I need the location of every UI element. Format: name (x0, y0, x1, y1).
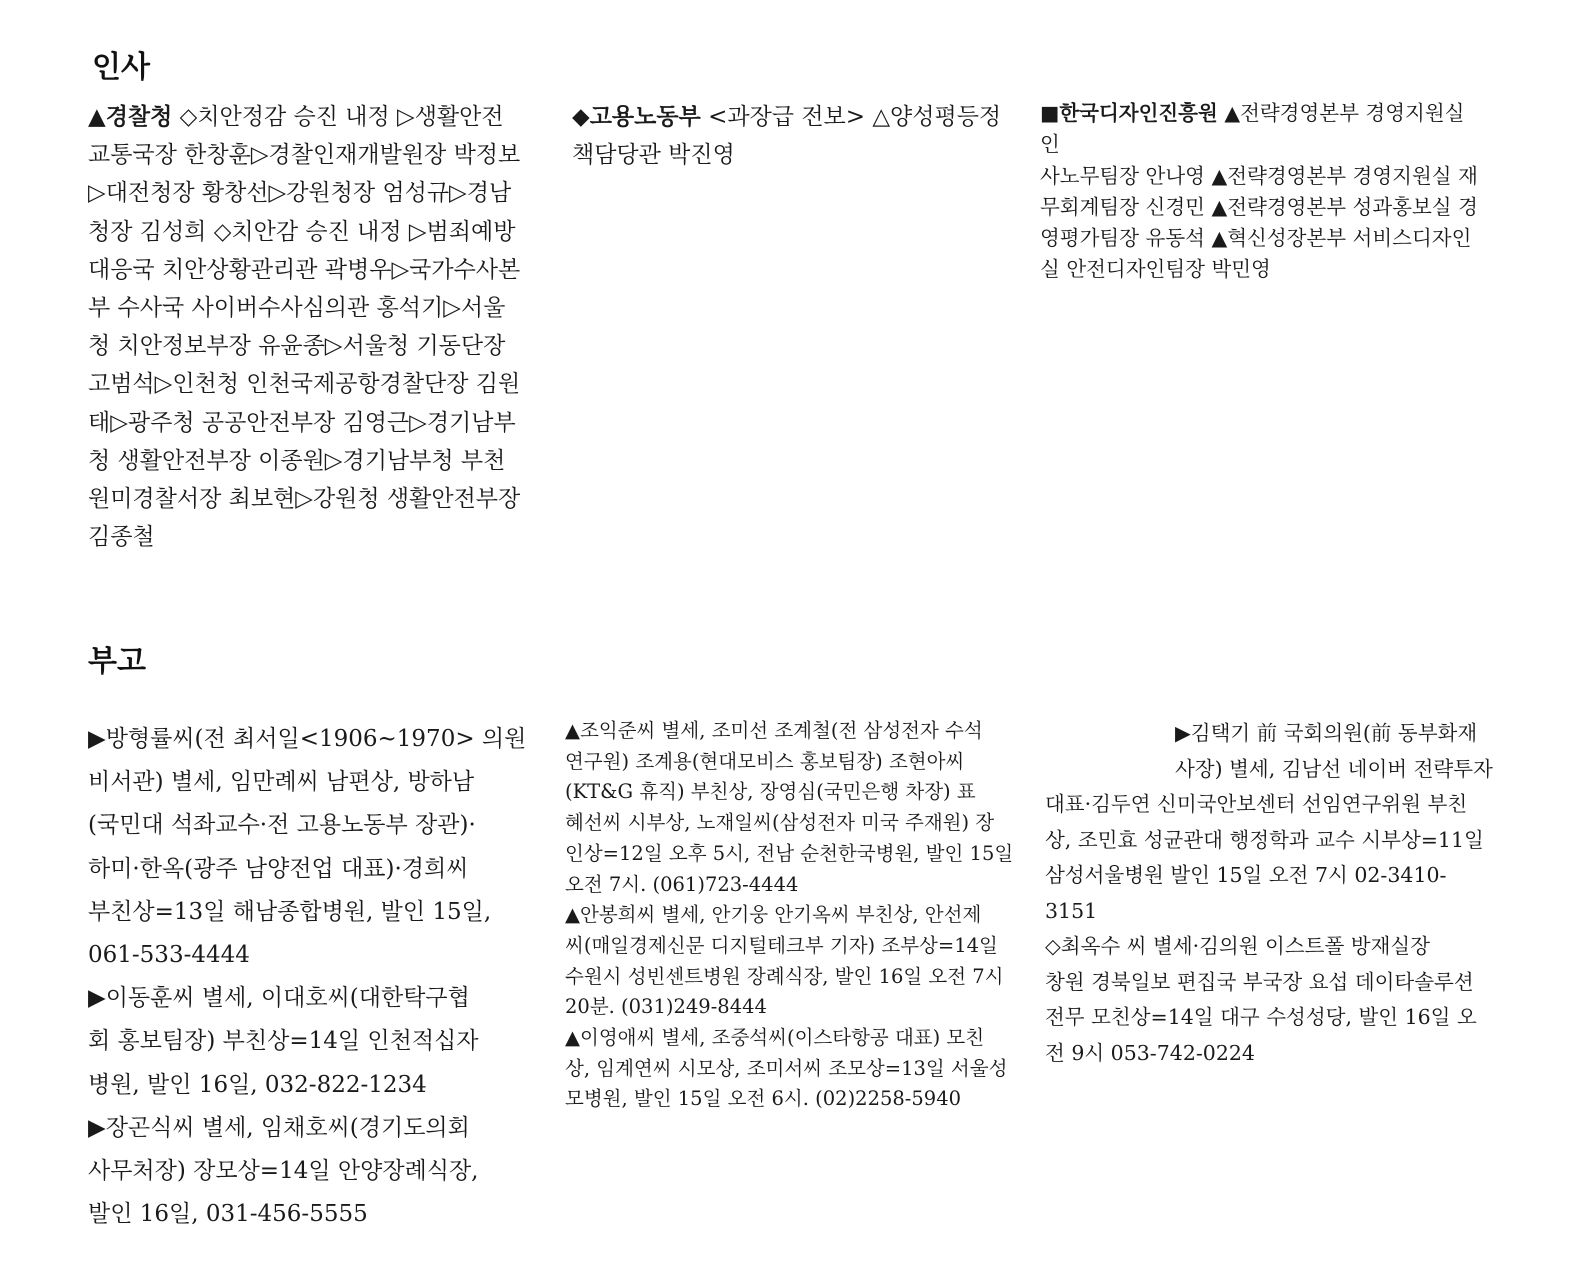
personnel-text: ▲전략경영본부 경영지원실 인 사노무팀장 안나영 ▲전략경영본부 경영지원실 재 무회계팀장 신경민 ▲전략경영본부 성과홍보실 경 영평가팀장 유동석 ▲혁신성장본부 서비스디자인 실 안전디자인팀장 박민영 (1040, 101, 1478, 282)
personnel-text: ◇치안정감 승진 내정 ▷생활안전 교통국장 한창훈▷경찰인재개발원장 박정보 ▷대전청장 황창선▷강원청장 엄성규▷경남 청장 김성희 ◇치안감 승진 내정 ▷범죄예방 대응국 치안상황관리관 곽병우▷국가수사본 부 수사국 사이버수사심의관 홍석기▷서울 청 치안정보부장 유윤종▷서울청 기동단장 고범석▷인천청 인천국제공항경찰단장 김원 태▷광주청 공공안전부장 김영근▷경기남부 청 생활안전부장 이종원▷경기남부청 부천 원미경찰서장 최보현▷강원청 생활안전부장 김종철 (88, 104, 521, 551)
personnel-police-agency (88, 98, 538, 556)
section-title-obituary: 부고 (88, 644, 146, 679)
obituary-column-2: ▲조익준씨 별세, 조미선 조계철(전 삼성전자 수석 연구원) 조계용(현대모비스 홍보팀장) 조현아씨 (KT&G 휴직) 부친상, 장영심(국민은행 차장) 표 혜선씨 시부상, 노재일씨(삼성전자 미국 주재원) 장 인상=12일 오후 5시, 전남 순천한국병원, 발인 15일 오전 7시. (061)723-4444 ▲안봉희씨 별세, 안기웅 안기옥씨 부친상, 안선제 씨(매일경제신문 디지털테크부 기자) 조부상=14일 수원시 성빈센트병원 장례식장, 발인 16일 오전 7시 20분. (031)249-8444 ▲이영애씨 별세, 조중석씨(이스타항공 대표) 모친 상, 임계연씨 시모상, 조미서씨 조모상=13일 서울성 모병원, 발인 15일 오전 6시. (02)2258-5940 (565, 719, 1014, 1111)
personnel-design-institute (1040, 98, 1490, 286)
personnel-text: <과장급 전보> △양성평등정 책담당관 박진영 (572, 104, 1002, 169)
obituary-column-1: ▶방형률씨(전 최서일<1906~1970> 의원 비서관) 별세, 임만례씨 남편상, 방하남 (국민대 석좌교수·전 고용노동부 장관)· 하미·한옥(광주 남양전업 대표)·경희씨 부친상=13일 해남종합병원, 발인 15일, 061-533-4444 ▶이동훈씨 별세, 이대호씨(대한탁구협 회 홍보팀장) 부친상=14일 인천적십자 병원, 발인 16일, 032-822-1234 ▶장곤식씨 별세, 임채호씨(경기도의회 사무처장) 장모상=14일 안양장례식장, 발인 16일, 031-456-5555 (88, 726, 527, 1228)
obituary-lead: ▶김택기 前 국회의원(前 동부화재 사장) 별세, 김남선 네이버 전략투자 (1175, 721, 1493, 781)
obituary-column-3 (1045, 716, 1495, 1071)
obituary-text: 대표·김두연 신미국안보센터 선임연구위원 부친 상, 조민효 성균관대 행정학과 교수 시부상=11일 삼성서울병원 발인 15일 오전 7시 02-3410-3151 ◇최옥수 씨 별세·김의원 이스트폴 방재실장 창원 경북일보 편집국 부국장 요섭 데이타솔루션 전무 모친상=14일 대구 수성성당, 발인 16일 오 전 9시 053-742-0224 (1045, 792, 1484, 1065)
org-name: ◆고용노동부 (572, 103, 701, 130)
org-name: ▲경찰청 (88, 103, 173, 130)
section-title-personnel: 인사 (92, 50, 150, 85)
org-name: ■한국디자인진흥원 (1040, 101, 1218, 125)
personnel-labor-ministry (572, 98, 1012, 174)
